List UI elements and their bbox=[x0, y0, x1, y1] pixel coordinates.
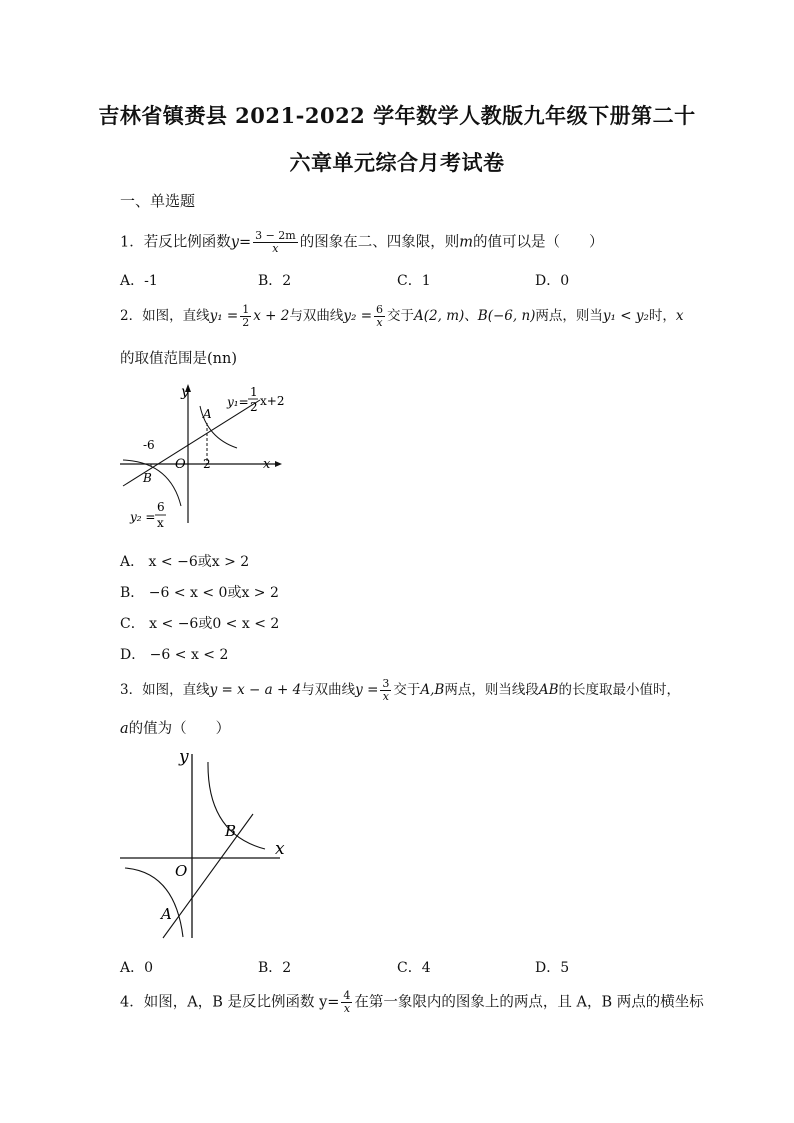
line-label-frac-num: 1 bbox=[250, 385, 258, 399]
point-b-label: B bbox=[143, 471, 152, 485]
question-text: 与双曲线 bbox=[301, 682, 356, 698]
math-expr: B(−6, n) bbox=[477, 308, 536, 324]
x-axis-arrow bbox=[275, 461, 282, 467]
fraction-numerator: 6 bbox=[376, 303, 384, 316]
option-b: B．2 bbox=[258, 273, 292, 289]
math-var: y bbox=[230, 234, 239, 251]
option-d: D． −6 < x < 2 bbox=[120, 647, 229, 663]
question-number: 1． bbox=[120, 234, 144, 251]
page-title-line2: 六章单元综合月考试卷 bbox=[289, 150, 505, 175]
question-4 bbox=[120, 990, 704, 1015]
y-axis-label: y bbox=[179, 747, 189, 767]
fraction-denominator: x bbox=[272, 242, 279, 255]
math-var: x bbox=[675, 308, 684, 324]
fraction-denominator: x bbox=[382, 690, 389, 703]
fraction bbox=[341, 990, 352, 1015]
option-d: D．5 bbox=[535, 960, 570, 976]
tick-label-neg6: -6 bbox=[143, 438, 155, 452]
question-3-line2 bbox=[120, 717, 230, 738]
hyperbola-label-frac-num: 6 bbox=[157, 500, 165, 514]
question-2 bbox=[120, 304, 684, 329]
hyperbola-label-frac-den: x bbox=[157, 516, 164, 528]
origin-label: O bbox=[175, 457, 186, 472]
fraction-numerator: 4 bbox=[343, 989, 351, 1002]
question-text: 、 bbox=[464, 308, 478, 324]
math-expr: A(2, m) bbox=[414, 308, 465, 324]
hyperbola-branch-q3 bbox=[123, 460, 181, 506]
math-expr: y₁ = bbox=[209, 308, 239, 324]
fraction bbox=[380, 678, 391, 703]
fraction bbox=[240, 304, 251, 329]
fraction-numerator: 3 − 2m bbox=[255, 229, 296, 242]
question-1 bbox=[120, 230, 603, 255]
question-text: 与双曲线 bbox=[289, 308, 344, 324]
math-expr: y₂ = bbox=[343, 308, 373, 324]
math-expr: A,B bbox=[420, 682, 445, 698]
fraction-denominator: 2 bbox=[242, 316, 250, 329]
tick-label-2: 2 bbox=[203, 457, 211, 471]
question-text: 若反比例函数 bbox=[143, 234, 231, 251]
q3-graph bbox=[115, 742, 300, 942]
fraction-denominator: x bbox=[376, 316, 383, 329]
question-text: 的值为（ ） bbox=[128, 721, 231, 737]
option-c: C． x < −6或0 < x < 2 bbox=[120, 616, 280, 632]
fraction bbox=[374, 304, 385, 329]
question-text: 时， bbox=[648, 308, 676, 324]
question-text: 如图，直线 bbox=[142, 308, 210, 324]
origin-label: O bbox=[175, 862, 188, 880]
math-expr: y = bbox=[355, 682, 379, 698]
question-text: 交于 bbox=[387, 308, 415, 324]
question-number: 2． bbox=[120, 308, 143, 324]
fraction-denominator: x bbox=[343, 1002, 351, 1015]
question-text: 交于 bbox=[393, 682, 421, 698]
option-a: A．-1 bbox=[120, 273, 158, 289]
option-b: B． −6 < x < 0或x > 2 bbox=[120, 585, 279, 601]
line-label-tail: x+2 bbox=[260, 394, 285, 408]
question-number: 3． bbox=[120, 682, 143, 698]
page-title-line1: 吉林省镇赉县 2021-2022 学年数学人教版九年级下册第二十 bbox=[98, 103, 696, 128]
option-c: C．1 bbox=[397, 273, 431, 289]
math-op: = bbox=[238, 234, 252, 251]
question-text: 的长度取最小值时， bbox=[558, 682, 681, 698]
math-expr: x + 2 bbox=[253, 308, 290, 324]
question-text: 两点，则当 bbox=[535, 308, 603, 324]
option-a: A． x < −6或x > 2 bbox=[120, 554, 250, 570]
question-number: 4． bbox=[120, 994, 144, 1011]
point-a-label: A bbox=[203, 407, 212, 421]
x-axis-label: x bbox=[263, 457, 271, 472]
y-axis-label: y bbox=[181, 384, 189, 400]
fraction-numerator: 3 bbox=[382, 677, 390, 690]
fraction-numerator: 1 bbox=[242, 303, 250, 316]
question-2-line2: 的取值范围是(nn) bbox=[120, 351, 237, 367]
line-label-frac-den: 2 bbox=[250, 400, 258, 414]
x-axis-label: x bbox=[275, 839, 285, 859]
math-expr: y₁ < y₂ bbox=[602, 308, 649, 324]
math-expr: AB bbox=[538, 682, 559, 698]
math-var: m bbox=[459, 234, 473, 251]
line-label: y₁= bbox=[227, 395, 249, 409]
option-c: C．4 bbox=[397, 960, 431, 976]
math-expr: y = x − a + 4 bbox=[209, 682, 302, 698]
question-text: 的图象在二、四象限，则 bbox=[299, 234, 460, 251]
option-d: D．0 bbox=[535, 273, 570, 289]
question-text: 两点，则当线段 bbox=[444, 682, 539, 698]
math-var: a bbox=[120, 721, 129, 737]
question-text: 如图，直线 bbox=[142, 682, 210, 698]
section-heading: 一、单选题 bbox=[120, 192, 196, 210]
question-text: 的值可以是（ ） bbox=[472, 234, 604, 251]
option-a: A．0 bbox=[120, 960, 154, 976]
q2-graph bbox=[115, 378, 295, 528]
fraction bbox=[253, 230, 298, 255]
point-a-label: A bbox=[161, 905, 172, 923]
question-text: 在第一象限内的图象上的两点，且 A，B 两点的横坐标 bbox=[354, 994, 704, 1011]
hyperbola-label: y₂ = bbox=[130, 510, 156, 524]
option-b: B．2 bbox=[258, 960, 292, 976]
question-text: 如图，A，B 是反比例函数 y= bbox=[143, 994, 340, 1011]
point-b-label: B bbox=[225, 822, 237, 840]
question-3 bbox=[120, 678, 680, 703]
